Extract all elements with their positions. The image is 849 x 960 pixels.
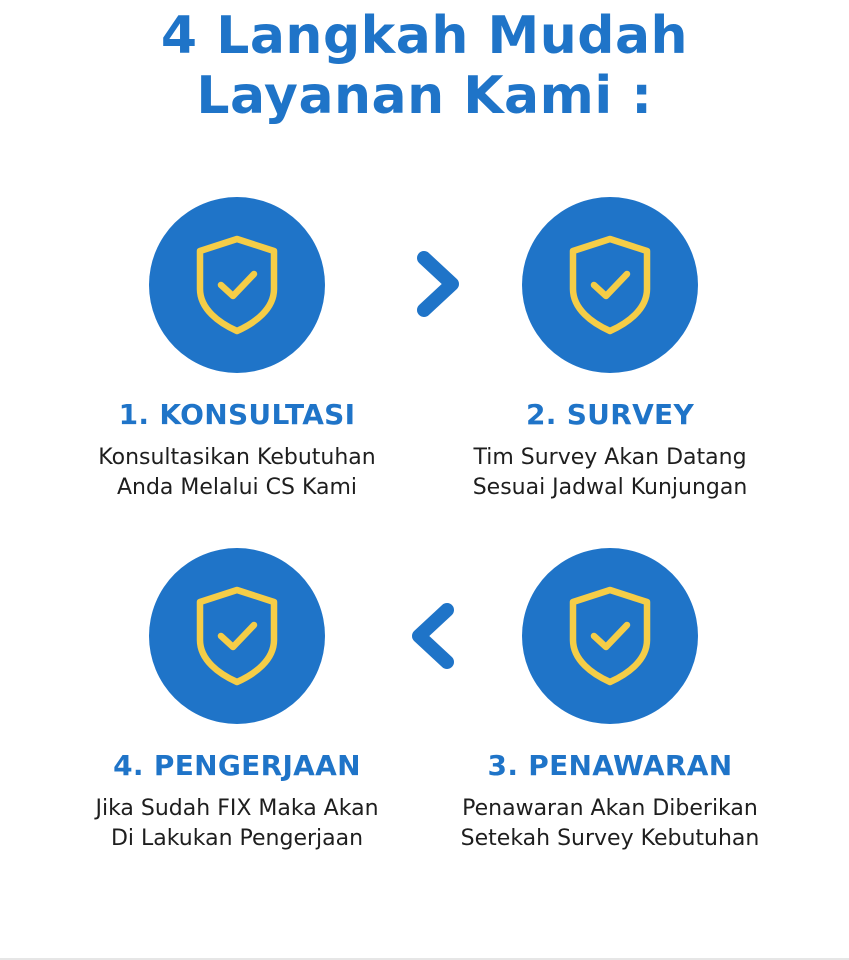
shield-check-icon <box>564 584 656 688</box>
step-1-description <box>57 443 417 503</box>
step-4-badge <box>149 548 325 724</box>
step-3-description-line-2: Setekah Survey Kebutuhan <box>460 826 760 851</box>
step-4-description <box>57 794 417 854</box>
step-pengerjaan <box>57 548 417 854</box>
shield-check-icon <box>191 233 283 337</box>
step-3-description <box>430 794 790 854</box>
step-4-description-line-2: Di Lakukan Pengerjaan <box>110 826 364 851</box>
step-3-description-line-1: Penawaran Akan Diberikan <box>462 796 758 821</box>
step-1-description-line-1: Konsultasikan Kebutuhan <box>98 445 376 470</box>
page-title <box>0 6 849 126</box>
shield-check-icon <box>191 584 283 688</box>
step-2-badge <box>522 197 698 373</box>
step-1-description-line-2: Anda Melalui CS Kami <box>116 475 358 500</box>
step-1-title: 1. KONSULTASI <box>118 398 356 431</box>
step-3-title: 3. PENAWARAN <box>487 749 733 782</box>
step-2-title: 2. SURVEY <box>525 398 695 431</box>
page-title-line-2: Layanan Kami : <box>196 66 653 126</box>
page-title-line-1: 4 Langkah Mudah <box>160 6 689 66</box>
step-4-title: 4. PENGERJAAN <box>113 749 361 782</box>
step-1-badge <box>149 197 325 373</box>
step-2-description-line-1: Tim Survey Akan Datang <box>473 445 747 470</box>
step-3-badge <box>522 548 698 724</box>
step-survey <box>430 197 790 503</box>
shield-check-icon <box>564 233 656 337</box>
step-4-description-line-1: Jika Sudah FIX Maka Akan <box>95 796 379 821</box>
step-2-description <box>430 443 790 503</box>
step-penawaran <box>430 548 790 854</box>
step-konsultasi <box>57 197 417 503</box>
step-2-description-line-2: Sesuai Jadwal Kunjungan <box>472 475 748 500</box>
